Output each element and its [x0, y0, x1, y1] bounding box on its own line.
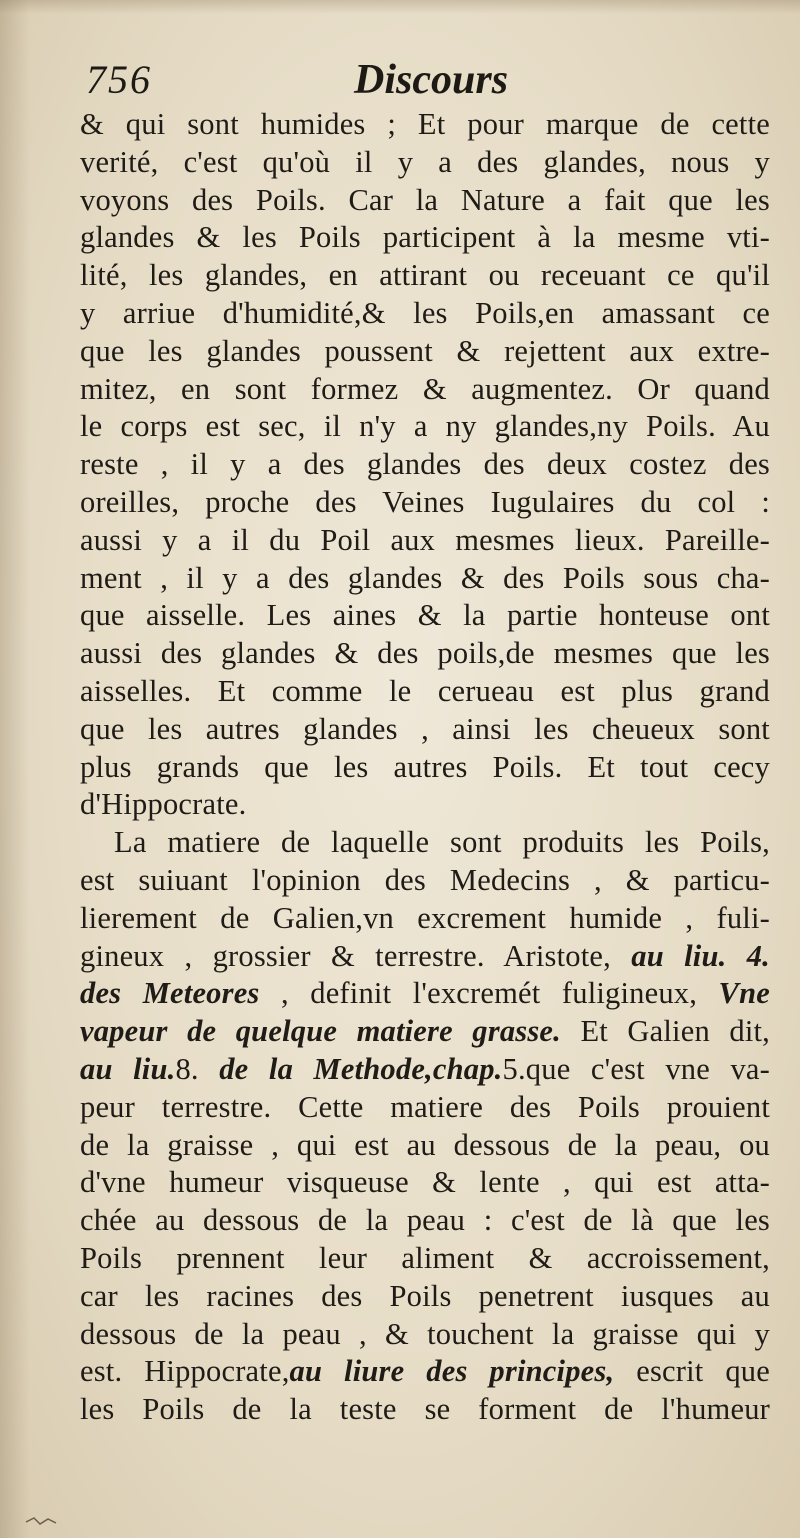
italic-reference: au liu. — [80, 1051, 176, 1086]
page-number: 756 — [86, 57, 152, 102]
text-line: y arriue d'humidité,& les Poils,en amassant ce — [80, 295, 770, 330]
print-smudge-mark — [22, 1510, 62, 1530]
text-line: d'vne humeur visqueuse & lente , qui est atta- — [80, 1165, 770, 1200]
text-span: gineux , grossier & terrestre. Aristote, — [80, 938, 611, 973]
text-line: peur terrestre. Cette matiere des Poils prouient — [80, 1089, 770, 1124]
text-line — [80, 1051, 770, 1089]
text-line: reste , il y a des glandes des deux costez des — [80, 447, 770, 482]
text-line: glandes & les Poils participent à la mesme vti- — [80, 220, 770, 255]
text-line: aisselles. Et comme le cerueau est plus grand — [80, 673, 770, 708]
text-line: mitez, en sont formez & augmentez. Or quand — [80, 371, 770, 406]
text-span: Et Galien dit, — [580, 1014, 770, 1049]
running-title: Discours — [354, 57, 509, 103]
text-span: 8. — [175, 1051, 199, 1086]
italic-reference: au liure des principes, — [289, 1354, 615, 1389]
text-line — [80, 975, 770, 1013]
text-line: d'Hippocrate. — [80, 787, 247, 822]
text-line: lité, les glandes, en attirant ou receuant ce qu'il — [80, 258, 770, 293]
text-line: de la graisse , qui est au dessous de la peau, ou — [80, 1127, 770, 1162]
text-line: Poils prennent leur aliment & accroissement, — [80, 1240, 770, 1275]
text-line — [80, 1013, 770, 1051]
text-line: & qui sont humides ; Et pour marque de cette — [80, 107, 770, 141]
italic-quote: Vne — [718, 976, 770, 1011]
text-line: aussi y a il du Poil aux mesmes lieux. Pareille- — [80, 522, 770, 557]
text-line: voyons des Poils. Car la Nature a fait que les — [80, 182, 770, 217]
text-span: est. Hippocrate, — [80, 1354, 290, 1389]
text-line — [80, 938, 770, 976]
text-line: les Poils de la teste se forment de l'humeur — [80, 1392, 770, 1427]
text-line: ment , il y a des glandes & des Poils sous cha- — [80, 560, 770, 595]
body-text — [80, 106, 770, 1429]
text-line: que les glandes poussent & rejettent aux extre- — [80, 333, 770, 368]
text-line: verité, c'est qu'où il y a des glandes, nous y — [80, 144, 770, 179]
text-line: que les autres glandes , ainsi les cheueux sont — [80, 711, 770, 746]
text-line: le corps est sec, il n'y a ny glandes,ny Poils. Au — [80, 409, 770, 444]
italic-reference: au liu. 4. — [631, 938, 771, 973]
page-header — [86, 56, 766, 112]
text-line: que aisselle. Les aines & la partie honteuse ont — [80, 598, 770, 633]
text-line: car les racines des Poils penetrent iusques au — [80, 1278, 770, 1313]
text-line: lierement de Galien,vn excrement humide , fuli- — [80, 900, 770, 935]
text-line: est suiuant l'opinion des Medecins , & particu- — [80, 862, 770, 897]
italic-quote: vapeur de quelque matiere grasse. — [80, 1014, 561, 1049]
text-line: La matiere de laquelle sont produits les Poils, — [114, 825, 770, 860]
text-line: chée au dessous de la peau : c'est de là que les — [80, 1203, 770, 1238]
text-span: escrit que — [636, 1354, 770, 1389]
text-line: dessous de la peau , & touchent la graisse qui y — [80, 1316, 770, 1351]
italic-reference: des Meteores — [80, 976, 260, 1011]
text-span: , definit l'excremét fuligineux, — [280, 976, 698, 1011]
text-line: plus grands que les autres Poils. Et tout cecy — [80, 749, 770, 784]
text-line — [80, 1353, 770, 1391]
page-top-edge — [0, 0, 800, 14]
text-line: aussi des glandes & des poils,de mesmes que les — [80, 636, 770, 671]
text-line: oreilles, proche des Veines Iugulaires du col : — [80, 484, 770, 519]
page-edge-shadow — [0, 0, 30, 1538]
italic-reference: de la Methode,chap. — [219, 1051, 503, 1086]
text-span: 5.que c'est vne va- — [502, 1051, 770, 1086]
